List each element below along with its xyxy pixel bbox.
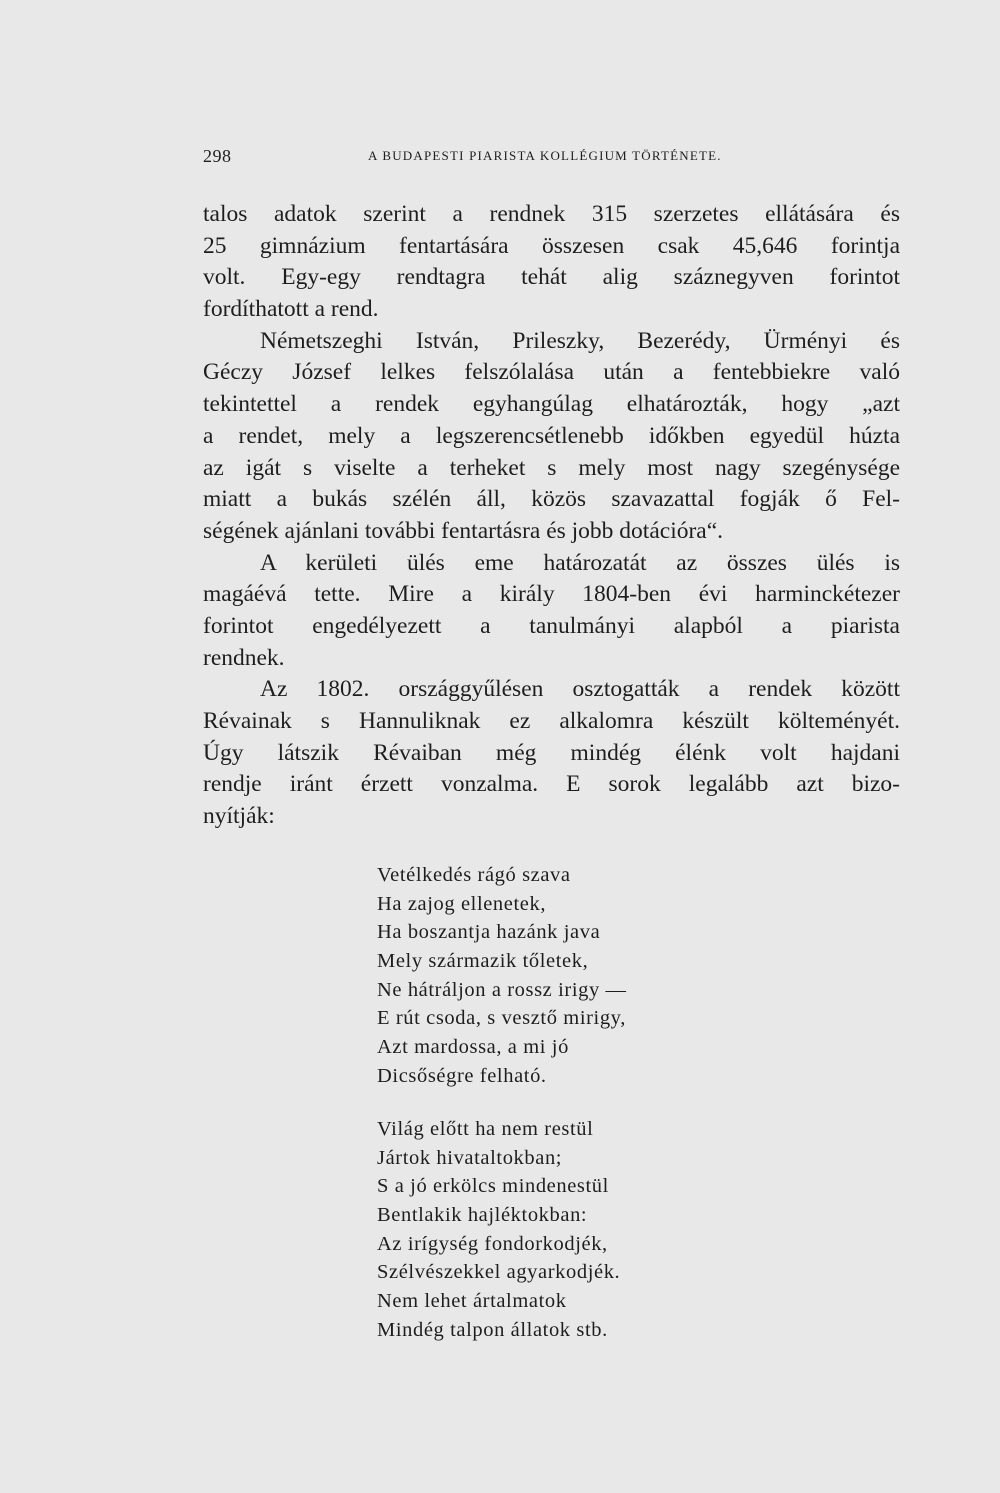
- poem-line: Dicsőségre felható.: [377, 1064, 547, 1087]
- paragraph-3: [203, 548, 900, 675]
- text-line: forintot engedélyezett a tanulmányi alapból a piarista: [203, 612, 900, 639]
- text-line: ségének ajánlani további fentartásra és jobb dotációra“.: [203, 517, 724, 544]
- poem-line: Ne hátráljon a rossz irigy —: [377, 978, 627, 1001]
- poem-line: Mely származik tőletek,: [377, 950, 589, 973]
- poem-line: S a jó erkölcs mindenestül: [377, 1175, 609, 1198]
- text-line: a rendet, mely a legszerencsétlenebb időkben egyedül húzta: [203, 422, 900, 449]
- text-line: rendnek.: [203, 644, 285, 671]
- running-title: A BUDAPESTI PIARISTA KOLLÉGIUM TÖRTÉNETE.: [368, 148, 722, 163]
- text-line: nyítják:: [203, 803, 275, 830]
- text-line: volt. Egy-egy rendtagra tehát alig száznegyven forintot: [203, 264, 900, 291]
- poem-line: Vetélkedés rágó szava: [377, 864, 571, 886]
- poem-line: Jártok hivataltokban;: [377, 1146, 563, 1169]
- poem-line: Ha zajog ellenetek,: [377, 892, 547, 915]
- poem-line: Az irígység fondorkodjék,: [377, 1232, 608, 1255]
- paragraph-2: [203, 326, 900, 548]
- poem-line: Ha boszantja hazánk java: [377, 921, 601, 944]
- paragraph-1: [203, 199, 900, 326]
- poem-line: Világ előtt ha nem restül: [377, 1118, 594, 1140]
- poem-stanza-1: [377, 861, 717, 1091]
- text-line: fordíthatott a rend.: [203, 296, 379, 323]
- body-text: [203, 199, 900, 833]
- poem-line: E rút csoda, s vesztő mirigy,: [377, 1007, 626, 1030]
- text-line: Révainak s Hannuliknak ez alkalomra készült költeményét.: [203, 708, 900, 734]
- text-line: magáévá tette. Mire a király 1804-ben évi harminckétezer: [203, 581, 900, 608]
- poem-stanza-2: [377, 1115, 717, 1345]
- text-line: Géczy József lelkes felszólalása után a fentebbiekre való: [203, 359, 900, 386]
- text-line: miatt a bukás szélén áll, közös szavazattal fogják ő Fel-: [203, 486, 900, 513]
- page-number: 298: [203, 146, 232, 166]
- text-line: Úgy látszik Révaiban még mindég élénk volt hajdani: [203, 739, 900, 766]
- poem-line: Nem lehet ártalmatok: [377, 1290, 567, 1313]
- poem-line: Mindég talpon állatok stb.: [377, 1318, 608, 1341]
- poem-line: Bentlakik hajléktokban:: [377, 1204, 588, 1227]
- text-line: Az 1802. országgyűlésen osztogatták a rendek között: [260, 676, 900, 703]
- text-line: rendje iránt érzett vonzalma. E sorok legalább azt bizo-: [203, 771, 900, 798]
- poem-line: Azt mardossa, a mi jó: [377, 1036, 569, 1059]
- text-line: 25 gimnázium fentartására összesen csak 45,646 forintja: [203, 232, 900, 259]
- text-line: tekintettel a rendek egyhangúlag elhatározták, hogy „azt: [203, 391, 900, 418]
- poem-line: Szélvészekkel agyarkodjék.: [377, 1261, 621, 1284]
- page-header: [203, 146, 900, 170]
- text-line: az igát s viselte a terheket s mely most nagy szegénysége: [203, 454, 900, 481]
- text-line: talos adatok szerint a rendnek 315 szerzetes ellátására és: [203, 201, 900, 227]
- paragraph-4: [203, 674, 900, 832]
- text-line: A kerületi ülés eme határozatát az összes ülés is: [260, 549, 900, 576]
- text-line: Németszeghi István, Prileszky, Bezerédy, Ürményi és: [260, 327, 900, 354]
